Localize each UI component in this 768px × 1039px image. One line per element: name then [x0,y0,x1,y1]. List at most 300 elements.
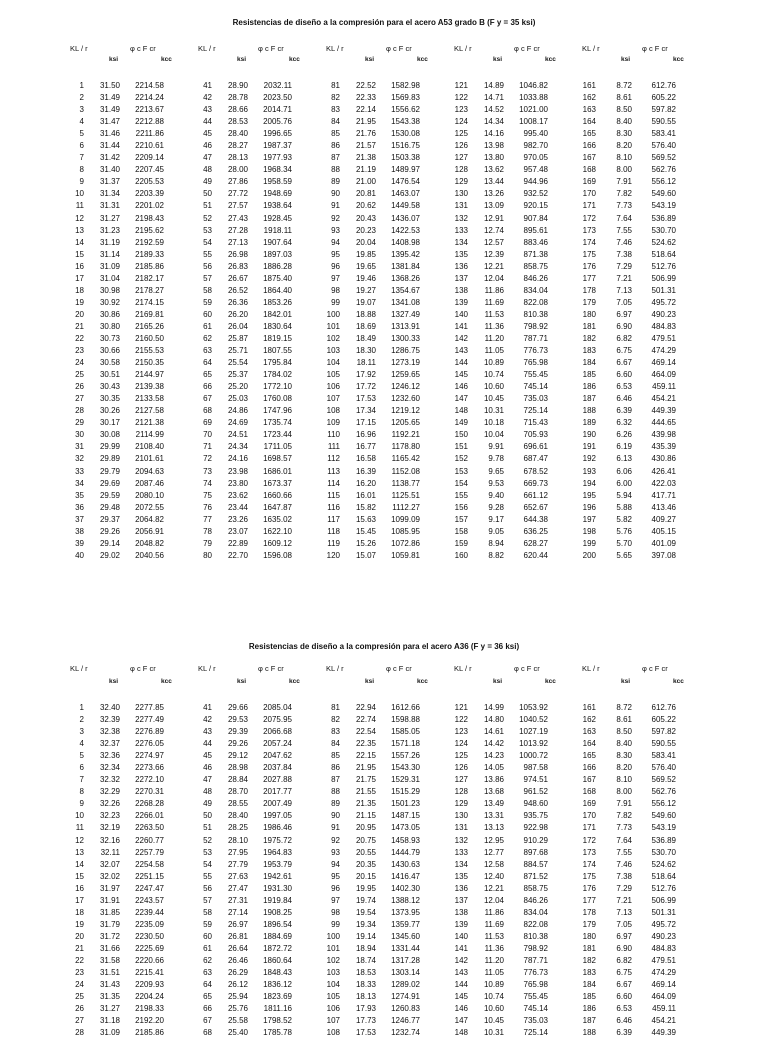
ksi-value: 15.63 [355,514,376,524]
kcc-value: 1327.49 [391,309,420,319]
table-row [446,1003,548,1015]
kl-value: 199 [582,538,596,548]
kl-value: 143 [454,346,468,356]
table-row [62,514,164,526]
kcc-value: 2276.89 [135,727,164,737]
ksi-value: 31.66 [99,943,120,953]
ksi-value: 24.34 [227,442,248,452]
ksi-value: 18.69 [355,321,376,331]
table-row [62,883,164,895]
table-row [574,92,676,104]
table-row [574,478,676,490]
ksi-value: 29.12 [227,751,248,761]
ksi-value: 21.00 [355,177,376,187]
kl-value: 189 [582,418,596,428]
kl-value: 83 [331,105,340,115]
kcc-value: 2165.26 [135,321,164,331]
table-row [62,176,164,188]
table-row [446,309,548,321]
ksi-value: 29.66 [227,703,248,712]
ksi-value: 6.39 [616,406,632,416]
kl-value: 128 [454,165,468,175]
kl-value: 144 [454,980,468,990]
kcc-value: 725.14 [523,1028,548,1038]
table-row [190,357,292,369]
kcc-value: 2155.53 [135,346,164,356]
kcc-value: 1408.98 [391,237,420,247]
kcc-value: 765.98 [523,358,548,368]
ksi-value: 31.31 [99,201,120,211]
kl-value: 50 [203,811,212,821]
ksi-value: 26.12 [227,980,248,990]
kcc-value: 2239.44 [135,907,164,917]
kcc-value: 2185.86 [135,261,164,271]
kl-value: 122 [454,715,468,725]
ksi-value: 24.86 [227,406,248,416]
table-row [574,466,676,478]
table-row [446,526,548,538]
kcc-value: 922.98 [523,823,548,833]
ksi-value: 12.74 [483,225,504,235]
table-row [446,991,548,1003]
ksi-value: 21.95 [355,763,376,773]
ksi-value: 30.73 [99,333,120,343]
ksi-value: 24.16 [227,454,248,464]
table-row [574,859,676,871]
kcc-value: 1274.91 [391,992,420,1002]
table-row [446,883,548,895]
table-row [318,249,420,261]
kcc-value: 1557.26 [391,751,420,761]
kl-value: 86 [331,763,340,773]
kcc-value: 2203.39 [135,189,164,199]
kcc-value: 1192.21 [391,430,420,440]
kcc-value: 605.22 [651,93,676,103]
table-row [190,249,292,261]
kcc-value: 652.67 [523,502,548,512]
ksi-value: 6.90 [616,321,632,331]
kcc-value: 2133.58 [135,394,164,404]
kl-value: 46 [203,763,212,773]
table-row [318,871,420,883]
kcc-value: 1860.64 [263,955,292,965]
unit-label-kcc: kcc [673,56,684,63]
kcc-value: 1489.97 [391,165,420,175]
kcc-value: 957.48 [523,165,548,175]
kcc-value: 1968.34 [263,165,292,175]
table-row [574,261,676,273]
data-column [190,702,292,1039]
kcc-value: 1884.69 [263,931,292,941]
kl-value: 57 [203,273,212,283]
kcc-value: 1819.15 [263,333,292,343]
table-row [318,738,420,750]
kl-value: 47 [203,775,212,785]
kl-value: 105 [326,992,340,1002]
kl-value: 2 [79,93,84,103]
kl-value: 52 [203,213,212,223]
kcc-value: 2220.66 [135,955,164,965]
ksi-value: 12.40 [483,871,504,881]
kcc-value: 524.62 [651,237,676,247]
kcc-value: 1205.65 [391,418,420,428]
kl-value: 48 [203,165,212,175]
kcc-value: 846.26 [523,273,548,283]
ksi-value: 8.20 [616,141,632,151]
kl-value: 185 [582,370,596,380]
kcc-value: 1735.74 [263,418,292,428]
kl-value: 65 [203,992,212,1002]
kl-value: 19 [75,919,84,929]
kcc-value: 2037.84 [263,763,292,773]
table-row [446,979,548,991]
kl-value: 22 [75,955,84,965]
kcc-value: 2056.91 [135,526,164,536]
kl-value: 88 [331,165,340,175]
kcc-value: 2209.14 [135,153,164,163]
ksi-value: 19.34 [355,919,376,929]
table-row [574,1015,676,1027]
table-row [62,116,164,128]
ksi-value: 31.09 [99,1028,120,1038]
ksi-value: 8.61 [616,93,632,103]
table-row [190,441,292,453]
table-row [318,1015,420,1027]
ksi-value: 10.45 [483,1016,504,1026]
kl-value: 127 [454,775,468,785]
ksi-value: 9.17 [488,514,504,524]
kl-value: 32 [75,454,84,464]
kcc-value: 556.12 [651,799,676,809]
table-row [446,895,548,907]
kcc-value: 1033.88 [519,93,548,103]
kcc-value: 417.71 [651,490,676,500]
table-row [318,213,420,225]
kcc-value: 2257.79 [135,847,164,857]
table-row [574,297,676,309]
ksi-value: 29.69 [99,478,120,488]
table-row [446,822,548,834]
table-row [62,907,164,919]
kl-value: 4 [79,117,84,127]
ksi-value: 28.84 [227,775,248,785]
table-row [62,321,164,333]
kl-value: 127 [454,153,468,163]
ksi-value: 26.97 [227,919,248,929]
table-row [190,140,292,152]
kcc-value: 858.75 [523,883,548,893]
table-row [318,357,420,369]
ksi-value: 32.11 [100,847,120,857]
kcc-value: 2268.28 [135,799,164,809]
kl-value: 117 [327,514,340,524]
kl-value: 5 [79,129,84,139]
table-row [62,1003,164,1015]
kcc-value: 920.15 [523,201,548,211]
kl-value: 194 [582,478,596,488]
kcc-value: 883.46 [523,237,548,247]
kl-value: 180 [582,931,596,941]
kcc-value: 518.64 [651,871,676,881]
kcc-value: 715.43 [523,418,548,428]
table-row [62,931,164,943]
table-row [318,285,420,297]
ksi-value: 29.59 [99,490,120,500]
ksi-value: 14.16 [483,129,504,139]
kcc-value: 2225.69 [135,943,164,953]
ksi-value: 15.07 [355,550,376,560]
kl-value: 58 [203,285,212,295]
kl-value: 140 [454,931,468,941]
kl-value: 179 [582,297,596,307]
ksi-value: 32.34 [99,763,120,773]
kcc-value: 1785.78 [263,1028,292,1038]
kcc-value: 1273.19 [391,358,420,368]
table-row [574,786,676,798]
table-row [190,104,292,116]
table-row [446,478,548,490]
column-header-kl: KL / r [70,44,88,53]
ksi-value: 31.18 [99,1016,120,1026]
ksi-value: 29.37 [99,514,120,524]
kl-value: 56 [203,261,212,271]
kcc-value: 810.38 [523,931,548,941]
table-row [318,1027,420,1039]
unit-label-kcc: kcc [545,678,556,685]
kl-value: 7 [79,153,84,163]
table-row [318,502,420,514]
kl-value: 125 [454,751,468,761]
kcc-value: 1571.18 [391,739,420,749]
kl-value: 69 [203,418,212,428]
kl-value: 91 [331,823,340,833]
table-row [62,943,164,955]
kl-value: 162 [582,93,596,103]
table-row [62,991,164,1003]
kcc-value: 1402.30 [391,883,420,893]
kl-value: 21 [75,321,84,331]
kl-value: 12 [75,835,84,845]
kcc-value: 1530.08 [391,129,420,139]
kl-value: 108 [326,1028,340,1038]
ksi-value: 26.83 [227,261,248,271]
kcc-value: 2066.68 [263,727,292,737]
table-row [446,285,548,297]
kl-value: 2 [79,715,84,725]
ksi-value: 26.81 [227,931,248,941]
kl-value: 61 [203,321,212,331]
table-row [318,979,420,991]
ksi-value: 19.14 [355,931,376,941]
ksi-value: 6.90 [616,943,632,953]
kcc-value: 1853.26 [263,297,292,307]
ksi-value: 21.19 [355,165,376,175]
kcc-value: 1008.17 [519,117,548,127]
kl-value: 91 [331,201,340,211]
kcc-value: 430.86 [651,454,676,464]
data-column [574,702,676,1039]
kcc-value: 1286.75 [391,346,420,356]
kl-value: 147 [454,1016,468,1026]
kcc-value: 590.55 [651,739,676,749]
table-row [318,92,420,104]
kcc-value: 464.09 [651,370,676,380]
table-row [62,702,164,714]
table-row [574,738,676,750]
kl-value: 63 [203,346,212,356]
ksi-value: 32.07 [99,859,120,869]
kcc-value: 439.98 [651,430,676,440]
kl-value: 130 [454,811,468,821]
kl-value: 47 [203,153,212,163]
kcc-value: 1907.64 [263,237,292,247]
kl-value: 102 [326,955,340,965]
ksi-value: 32.38 [99,727,120,737]
kcc-value: 787.71 [523,955,548,965]
kl-value: 161 [582,703,596,712]
kcc-value: 765.98 [523,980,548,990]
table-row [190,429,292,441]
kcc-value: 454.21 [651,394,676,404]
kl-value: 3 [79,727,84,737]
kcc-value: 2198.43 [135,213,164,223]
ksi-value: 8.72 [616,703,632,712]
ksi-value: 8.20 [616,763,632,773]
kcc-value: 1260.83 [391,1004,420,1014]
kcc-value: 735.03 [523,394,548,404]
table-row [446,931,548,943]
table-row [446,859,548,871]
ksi-value: 13.86 [483,775,504,785]
kl-value: 151 [454,442,468,452]
table-row [190,393,292,405]
kcc-value: 987.58 [523,763,548,773]
kl-value: 176 [582,261,596,271]
table-row [62,405,164,417]
kl-value: 68 [203,1028,212,1038]
kcc-value: 2247.47 [135,883,164,893]
ksi-value: 25.58 [227,1016,248,1026]
ksi-value: 6.82 [616,333,632,343]
kcc-value: 745.14 [523,382,548,392]
column-header-kl: KL / r [582,44,600,53]
kl-value: 125 [454,129,468,139]
kl-value: 84 [331,117,340,127]
kcc-value: 1760.08 [263,394,292,404]
kcc-value: 1416.47 [391,871,420,881]
ksi-value: 11.36 [484,321,504,331]
table-row [318,152,420,164]
table-row [190,466,292,478]
kl-value: 191 [582,442,596,452]
table-row [574,931,676,943]
table-row [446,116,548,128]
kl-value: 1 [79,703,84,712]
table-row [574,750,676,762]
ksi-value: 17.73 [355,1016,376,1026]
kcc-value: 1449.58 [391,201,420,211]
kcc-value: 944.96 [523,177,548,187]
table-row [574,441,676,453]
kcc-value: 1516.75 [391,141,420,151]
kl-value: 174 [582,859,596,869]
column-header-phi: φ c F cr [514,44,540,53]
kl-value: 200 [582,550,596,560]
ksi-value: 10.74 [483,992,504,1002]
kl-value: 134 [454,859,468,869]
ksi-value: 25.76 [227,1004,248,1014]
kl-value: 157 [454,514,468,524]
ksi-value: 31.09 [99,261,120,271]
kl-value: 24 [75,980,84,990]
kcc-value: 2174.15 [135,297,164,307]
table-row [190,774,292,786]
table-row [446,738,548,750]
kl-value: 142 [454,333,468,343]
kl-value: 82 [331,715,340,725]
table-row [62,393,164,405]
table-row [190,453,292,465]
ksi-value: 29.79 [99,466,120,476]
ksi-value: 16.96 [355,430,376,440]
table-row [190,381,292,393]
kcc-value: 512.76 [651,261,676,271]
table-row [446,750,548,762]
kl-value: 13 [75,225,84,235]
ksi-value: 26.46 [227,955,248,965]
kl-value: 8 [79,787,84,797]
table-row [190,943,292,955]
kl-value: 181 [582,321,596,331]
kcc-value: 1046.82 [519,81,548,90]
ksi-value: 32.26 [99,799,120,809]
kcc-value: 755.45 [523,370,548,380]
kcc-value: 490.23 [651,309,676,319]
table-row [62,919,164,931]
ksi-value: 6.75 [616,346,632,356]
kl-value: 162 [582,715,596,725]
ksi-value: 10.60 [483,1004,504,1014]
kl-value: 139 [454,297,468,307]
table-row [62,237,164,249]
ksi-value: 17.34 [355,406,376,416]
kl-value: 89 [331,177,340,187]
kl-value: 22 [75,333,84,343]
ksi-value: 11.20 [484,955,504,965]
kl-value: 1 [79,81,84,90]
kcc-value: 1059.81 [391,550,420,560]
kcc-value: 1823.69 [263,992,292,1002]
kl-value: 168 [582,787,596,797]
ksi-value: 32.37 [99,739,120,749]
table-row [318,955,420,967]
kcc-value: 1958.59 [263,177,292,187]
kl-value: 57 [203,895,212,905]
table-row [318,750,420,762]
table-row [318,466,420,478]
kl-value: 123 [454,105,468,115]
ksi-value: 7.73 [616,201,632,211]
table-row [318,104,420,116]
table-row [190,859,292,871]
kcc-value: 2005.76 [263,117,292,127]
kcc-value: 556.12 [651,177,676,187]
kl-value: 129 [454,177,468,187]
table-row [574,502,676,514]
table-row [318,810,420,822]
table-row [190,1015,292,1027]
kcc-value: 549.60 [651,189,676,199]
